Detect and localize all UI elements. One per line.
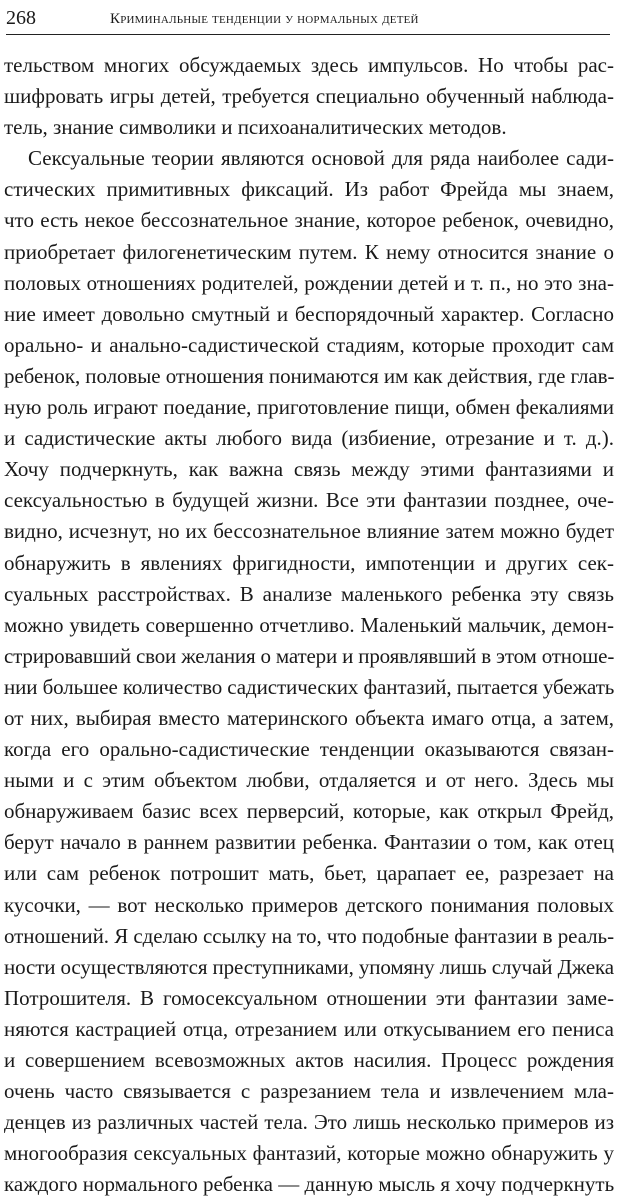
text-line: нии большее количество садистических фантазий, пытается убежать bbox=[4, 674, 615, 699]
text-line: можно увидеть совершенно отчетливо. Маленький мальчик, демон- bbox=[4, 612, 614, 637]
text-line: шифровать игры детей, требуется специально обученный наблюда- bbox=[4, 84, 614, 109]
text-line: Сексуальные теории являются основой для ряда наиболее сади- bbox=[28, 146, 614, 171]
text-line: тельством многих обсуждаемых здесь импульсов. Но чтобы рас- bbox=[4, 53, 614, 77]
body-text bbox=[4, 50, 614, 1200]
text-line: суальных расстройствах. В анализе маленького ребенка эту связь bbox=[4, 581, 614, 606]
text-line: и садистические акты любого вида (избиение, отрезание и т. д.). bbox=[4, 426, 614, 451]
page-number: 268 bbox=[6, 7, 36, 29]
text-line: очень часто связывается с разрезанием тела и извлечением мла- bbox=[4, 1079, 614, 1104]
text-line: ными и с этим объектом любви, отдаляется и от него. Здесь мы bbox=[4, 768, 614, 793]
text-line: орально- и анально-садистической стадиям, которые проходит сам bbox=[4, 332, 614, 357]
text-line: ности осуществляются преступниками, упомяну лишь случай Джека bbox=[4, 954, 614, 979]
text-line: приобретает филогенетическим путем. К нему относится знание о bbox=[4, 239, 614, 264]
text-line: видно, исчезнут, но их бессознательное влияние затем можно будет bbox=[4, 519, 614, 544]
text-line: берут начало в раннем развитии ребенка. Фантазии о том, как отец bbox=[4, 830, 614, 855]
running-title: Криминальные тенденции у нормальных детей bbox=[110, 11, 419, 27]
text-line: что есть некое бессознательное знание, которое ребенок, очевидно, bbox=[4, 208, 614, 233]
text-line: няются кастрацией отца, отрезанием или откусыванием его пениса bbox=[4, 1016, 614, 1041]
text-line: отношений. Я сделаю ссылку на то, что подобные фантазии в реаль- bbox=[4, 923, 614, 948]
text-line: стрировавший свои желания о матери и проявлявший в этом отноше- bbox=[4, 643, 615, 668]
text-line: ную роль играют поедание, приготовление пищи, обмен фекалиями bbox=[4, 395, 614, 420]
text-line: или сам ребенок потрошит мать, бьет, царапает ее, разрезает на bbox=[4, 861, 614, 886]
text-line: обнаружить в явлениях фригидности, импотенции и других сек- bbox=[4, 550, 614, 575]
text-line: половых отношениях родителей, рождении детей и т. п., но это зна- bbox=[4, 270, 614, 295]
text-line: ние имеет довольно смутный и беспорядочный характер. Согласно bbox=[4, 301, 614, 326]
text-line: сексуальностью в будущей жизни. Все эти фантазии позднее, оче- bbox=[4, 488, 614, 513]
text-line: стических примитивных фиксаций. Из работ Фрейда мы знаем, bbox=[4, 177, 614, 202]
text-line: Потрошителя. В гомосексуальном отношении эти фантазии заме- bbox=[4, 985, 614, 1010]
text-line: обнаруживаем базис всех перверсий, которые, как открыл Фрейд, bbox=[4, 799, 614, 824]
text-line: ребенок, половые отношения понимаются им как действия, где глав- bbox=[4, 363, 615, 388]
text-line: когда его орально-садистические тенденции оказываются связан- bbox=[4, 737, 614, 762]
text-line: тель, знание символики и психоаналитических методов. bbox=[4, 115, 507, 140]
text-line: Хочу подчеркнуть, как важна связь между этими фантазиями и bbox=[4, 457, 614, 482]
text-line: от них, выбирая вместо материнского объекта имаго отца, а затем, bbox=[4, 705, 614, 730]
text-line: и совершением всевозможных актов насилия. Процесс рождения bbox=[4, 1048, 614, 1072]
text-line: кусочки, — вот несколько примеров детского понимания половых bbox=[4, 892, 614, 917]
text-line: многообразия сексуальных фантазий, которые можно обнаружить у bbox=[4, 1141, 614, 1166]
text-line: каждого нормального ребенка — данную мысль я хочу подчеркнуть bbox=[4, 1172, 615, 1197]
text-line: денцев из различных частей тела. Это лишь несколько примеров из bbox=[4, 1110, 614, 1135]
page-header bbox=[6, 4, 610, 35]
